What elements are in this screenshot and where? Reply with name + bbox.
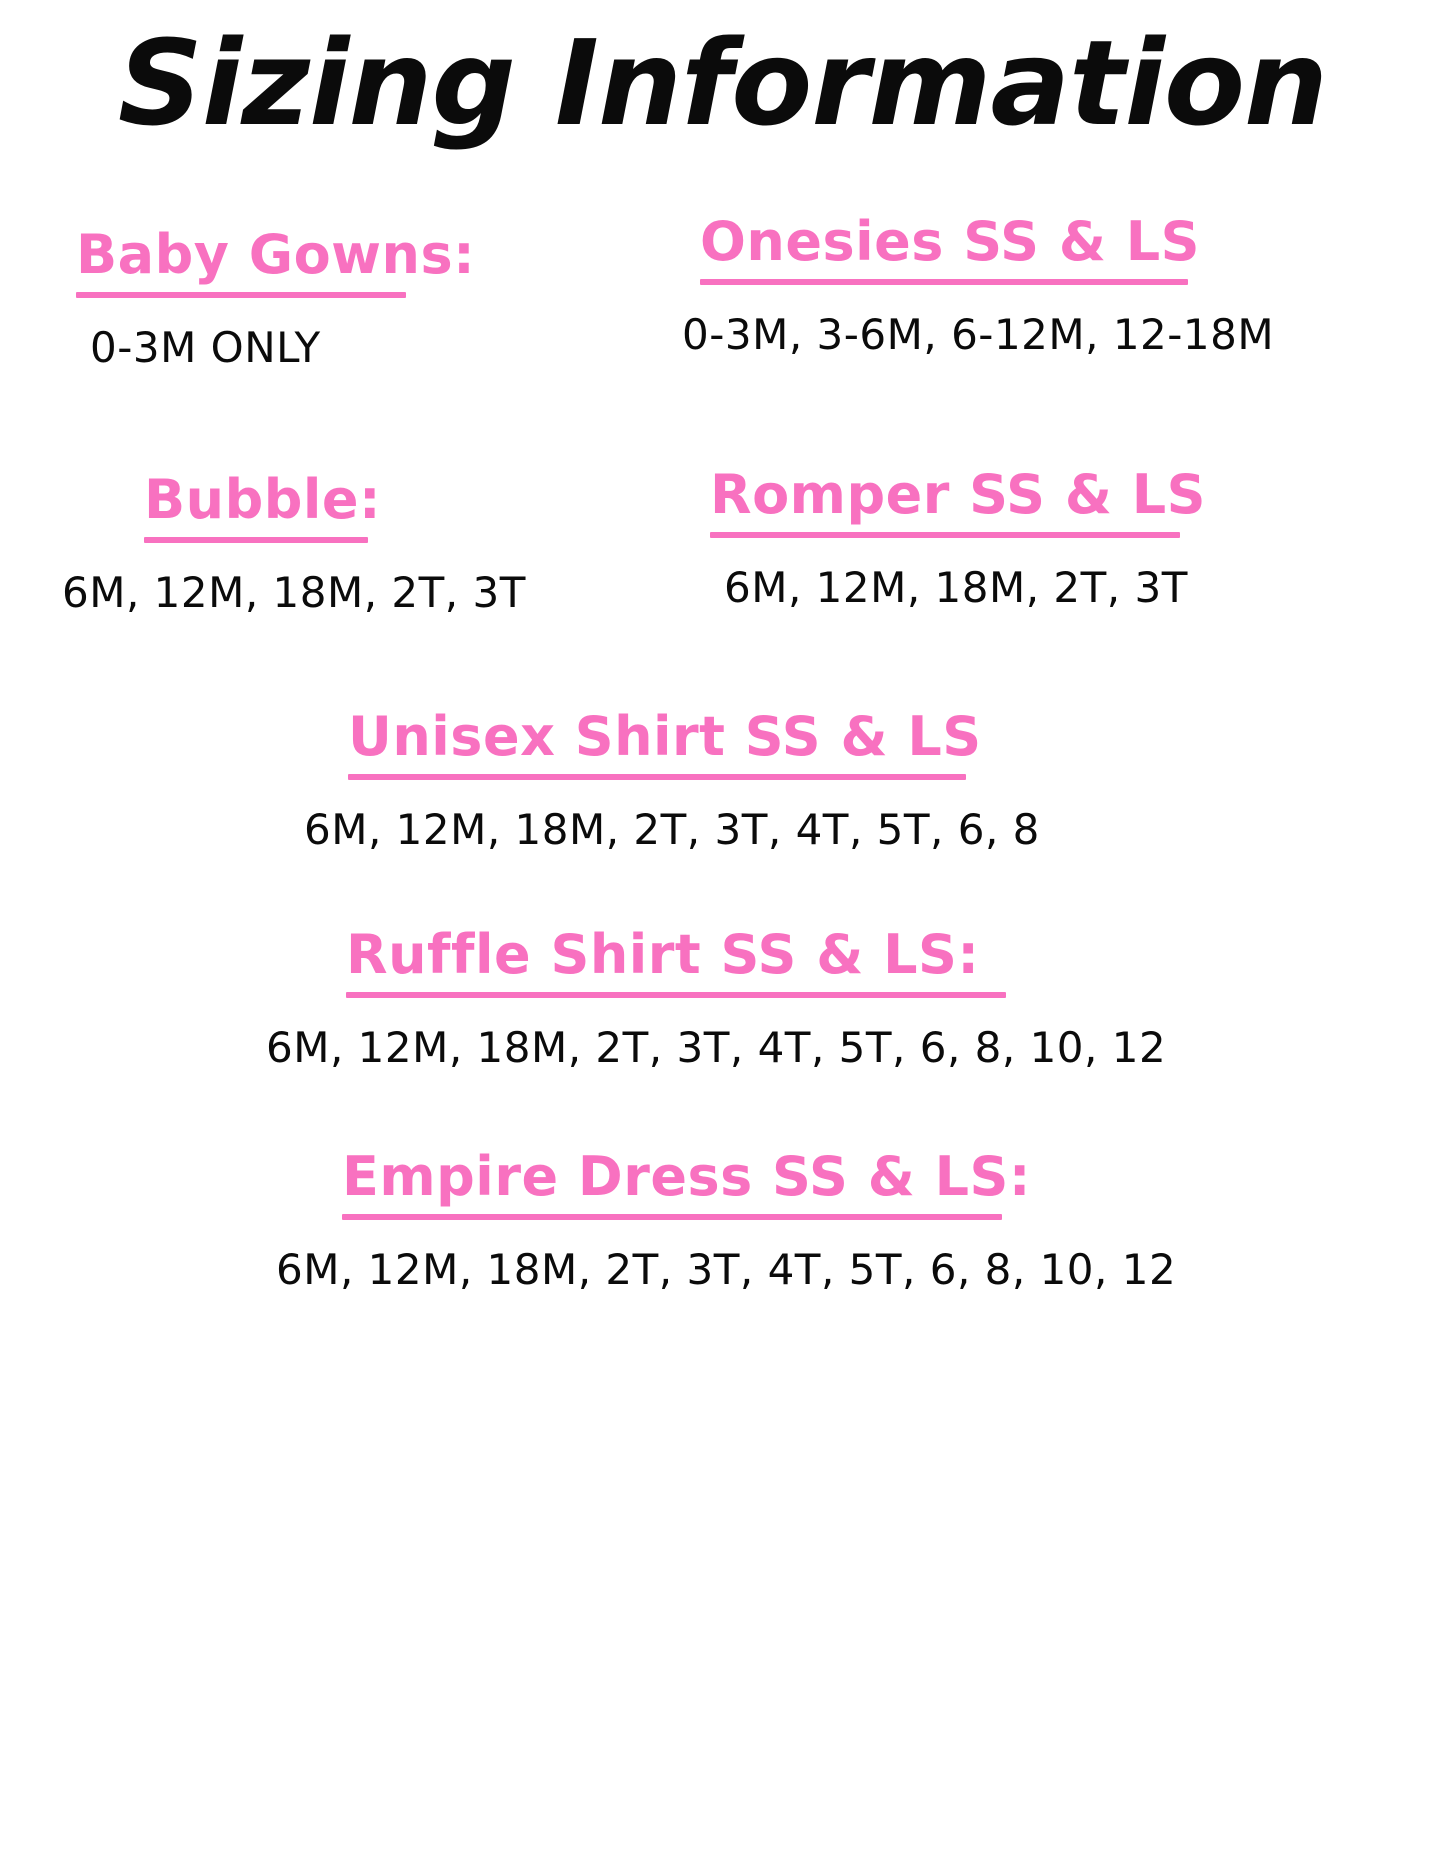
page-title: Sizing Information (117, 14, 1328, 152)
section-heading-text: Empire Dress SS & LS: (342, 1145, 1031, 1208)
section-onesies (682, 210, 1275, 359)
heading-underline (346, 992, 1006, 998)
heading-underline (710, 532, 1180, 538)
section-romper (710, 463, 1207, 612)
section-sizes-ruffle-shirt: 6M, 12M, 18M, 2T, 3T, 4T, 5T, 6, 8, 10, 12 (266, 1023, 1167, 1072)
section-heading-baby-gowns (76, 223, 476, 306)
section-heading-bubble (144, 468, 382, 551)
section-ruffle-shirt (266, 923, 1167, 1072)
heading-underline (700, 279, 1188, 285)
section-heading-text: Bubble: (144, 468, 382, 531)
section-baby-gowns (76, 223, 476, 372)
heading-underline (348, 774, 966, 780)
section-sizes-bubble: 6M, 12M, 18M, 2T, 3T (62, 568, 526, 617)
section-empire-dress (276, 1145, 1177, 1294)
section-heading-text: Unisex Shirt SS & LS (348, 705, 982, 768)
section-unisex-shirt (304, 705, 1040, 854)
section-sizes-romper: 6M, 12M, 18M, 2T, 3T (724, 563, 1188, 612)
heading-underline (342, 1214, 1002, 1220)
section-heading-text: Onesies SS & LS (700, 210, 1201, 273)
section-heading-unisex-shirt (348, 705, 982, 788)
section-heading-onesies (700, 210, 1201, 293)
section-heading-text: Romper SS & LS (710, 463, 1207, 526)
section-bubble (62, 468, 526, 617)
section-heading-ruffle-shirt (346, 923, 1006, 1006)
heading-underline (144, 537, 368, 543)
heading-underline (76, 292, 406, 298)
section-heading-romper (710, 463, 1207, 546)
section-heading-text: Baby Gowns: (76, 223, 476, 286)
section-heading-text: Ruffle Shirt SS & LS: (346, 923, 980, 986)
section-sizes-unisex-shirt: 6M, 12M, 18M, 2T, 3T, 4T, 5T, 6, 8 (304, 805, 1040, 854)
section-heading-empire-dress (342, 1145, 1031, 1228)
section-sizes-baby-gowns: 0-3M ONLY (90, 323, 321, 372)
section-sizes-empire-dress: 6M, 12M, 18M, 2T, 3T, 4T, 5T, 6, 8, 10, 12 (276, 1245, 1177, 1294)
section-sizes-onesies: 0-3M, 3-6M, 6-12M, 12-18M (682, 310, 1275, 359)
